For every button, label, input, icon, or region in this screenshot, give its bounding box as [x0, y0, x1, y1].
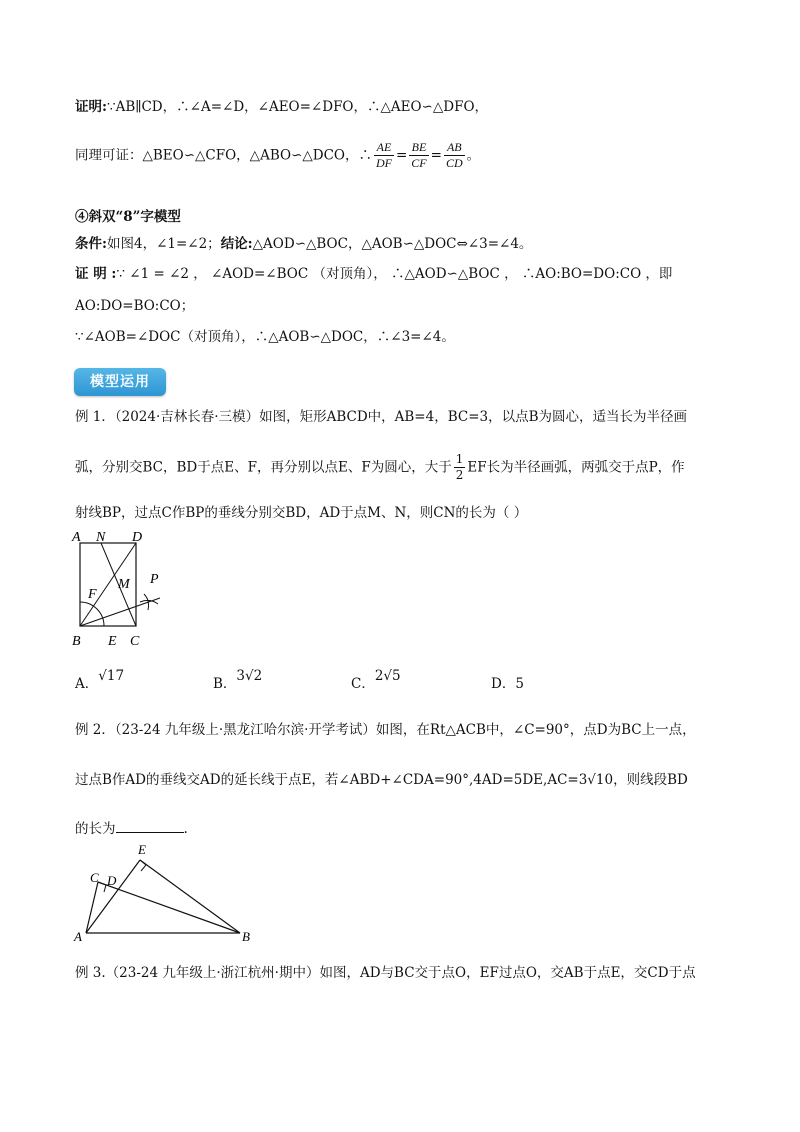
period: 。 — [466, 147, 481, 164]
section4-proof-line1 — [75, 264, 735, 284]
ex2-line2: 过点B作AD的垂线交AD的延长线于点E，若∠ABD+∠CDA=90°,4AD=5DE,AC=3√10，则线段BD — [75, 772, 688, 788]
conclusion-text: △AOD∽△BOC，△AOB∽△DOC⇔∠3=∠4。 — [252, 236, 533, 252]
label-f: F — [88, 587, 97, 602]
right-angle-c — [98, 882, 106, 892]
arc-ef — [80, 602, 104, 626]
choice-b-value: 3√2 — [236, 668, 263, 684]
answer-blank[interactable] — [116, 818, 184, 833]
proof1-line1 — [75, 97, 735, 117]
ex1-line1: 例 1．（2024·吉林长春·三模）如图，矩形ABCD中，AB=4，BC=3，以点B为圆心，适当长为半径画 — [75, 409, 688, 425]
label-n: N — [96, 530, 106, 545]
side-cb — [98, 882, 240, 933]
ex2-line3: 的长为 . — [75, 818, 735, 839]
choice-d-value: 5 — [515, 676, 524, 692]
section4-condition — [75, 234, 735, 254]
proof-label-2: 证 明 : — [75, 266, 117, 282]
frac-be-cf: $\frac{BE}{CF}$ — [411, 140, 427, 170]
label-c2: C — [90, 870, 99, 885]
section4-proof-line3: ∵∠AOB=∠DOC（对顶角），∴△AOB∽△DOC，∴∠3=∠4。 — [75, 329, 455, 345]
proof-label: 证明: — [75, 99, 107, 115]
label-b: B — [72, 634, 81, 649]
line-eb — [140, 860, 240, 933]
frac-ab-cd: $\frac{AB}{CD}$ — [445, 140, 463, 170]
label-d: D — [132, 530, 143, 545]
ex2-line3-text: 的长为 — [75, 821, 116, 837]
equals-sign: = — [430, 147, 442, 164]
frac-ae-df: $\frac{AE}{DF}$ — [375, 140, 392, 170]
label-c: C — [130, 634, 140, 649]
choice-d[interactable]: D．5 — [491, 676, 524, 692]
conclusion-label: 结论: — [220, 236, 253, 252]
choice-b[interactable]: B．3√2 — [213, 668, 263, 692]
label-b2: B — [242, 929, 250, 944]
condition-text: 如图4，∠1=∠2； — [106, 236, 221, 252]
choice-a-value: √17 — [98, 668, 125, 684]
frac-one-half: $\frac{1}{2}$ — [455, 452, 464, 482]
label-m: M — [118, 577, 130, 592]
ex1-line2a: 弧，分别交BC，BD于点E、F，再分别以点E、F为圆心，大于 — [75, 459, 452, 476]
model-application-badge: 模型运用 — [74, 368, 166, 396]
proof1-line2 — [75, 140, 735, 180]
proof1-text: ∵AB∥CD，∴∠A=∠D，∠AEO=∠DFO，∴△AEO∽△DFO， — [106, 99, 489, 115]
choice-a[interactable]: A．√17 — [75, 668, 125, 692]
proof-text-1: ∵ ∠1 = ∠2 ， ∠AOD=∠BOC （对顶角）， ∴△AOD∽△BOC ， ∴AO:BO=DO:CO ，即 — [116, 266, 673, 282]
arc-p1 — [144, 594, 149, 610]
ex1-line2b: EF长为半径画弧，两弧交于点P，作 — [467, 459, 685, 476]
ex2-triangle-figure — [68, 840, 268, 945]
label-e: E — [108, 634, 117, 649]
condition-label: 条件: — [75, 236, 107, 252]
ex1-line3: 射线BP，过点C作BP的垂线分别交BD，AD于点M、N，则CN的长为（ ） — [75, 505, 528, 521]
ex1-rectangle-figure — [68, 528, 178, 653]
choice-c-value: 2√5 — [374, 668, 401, 684]
ex2-line1: 例 2．（23-24 九年级上·黑龙江哈尔滨·开学考试）如图，在Rt△ACB中，∠C=90°，点D为BC上一点， — [75, 722, 696, 738]
choice-c[interactable]: C．2√5 — [351, 668, 401, 692]
proof1-line2-text: 同理可证：△BEO∽△CFO，△ABO∽△DCO，∴ — [75, 147, 372, 164]
section4-title: ④斜双“8”字模型 — [75, 209, 181, 225]
ex1-line2 — [75, 452, 735, 492]
label-d2: D — [107, 873, 117, 888]
label-e2: E — [138, 842, 146, 857]
equals-sign: = — [395, 147, 408, 164]
ex3-line1: 例 3.（23-24 九年级上·浙江杭州·期中）如图，AD与BC交于点O，EF过点O，交AB于点E，交CD于点 — [75, 965, 696, 981]
label-a: A — [72, 530, 81, 545]
label-a2: A — [74, 929, 82, 944]
section4-proof-line2: AO:DO=BO:CO； — [75, 298, 195, 314]
label-p: P — [150, 572, 159, 587]
